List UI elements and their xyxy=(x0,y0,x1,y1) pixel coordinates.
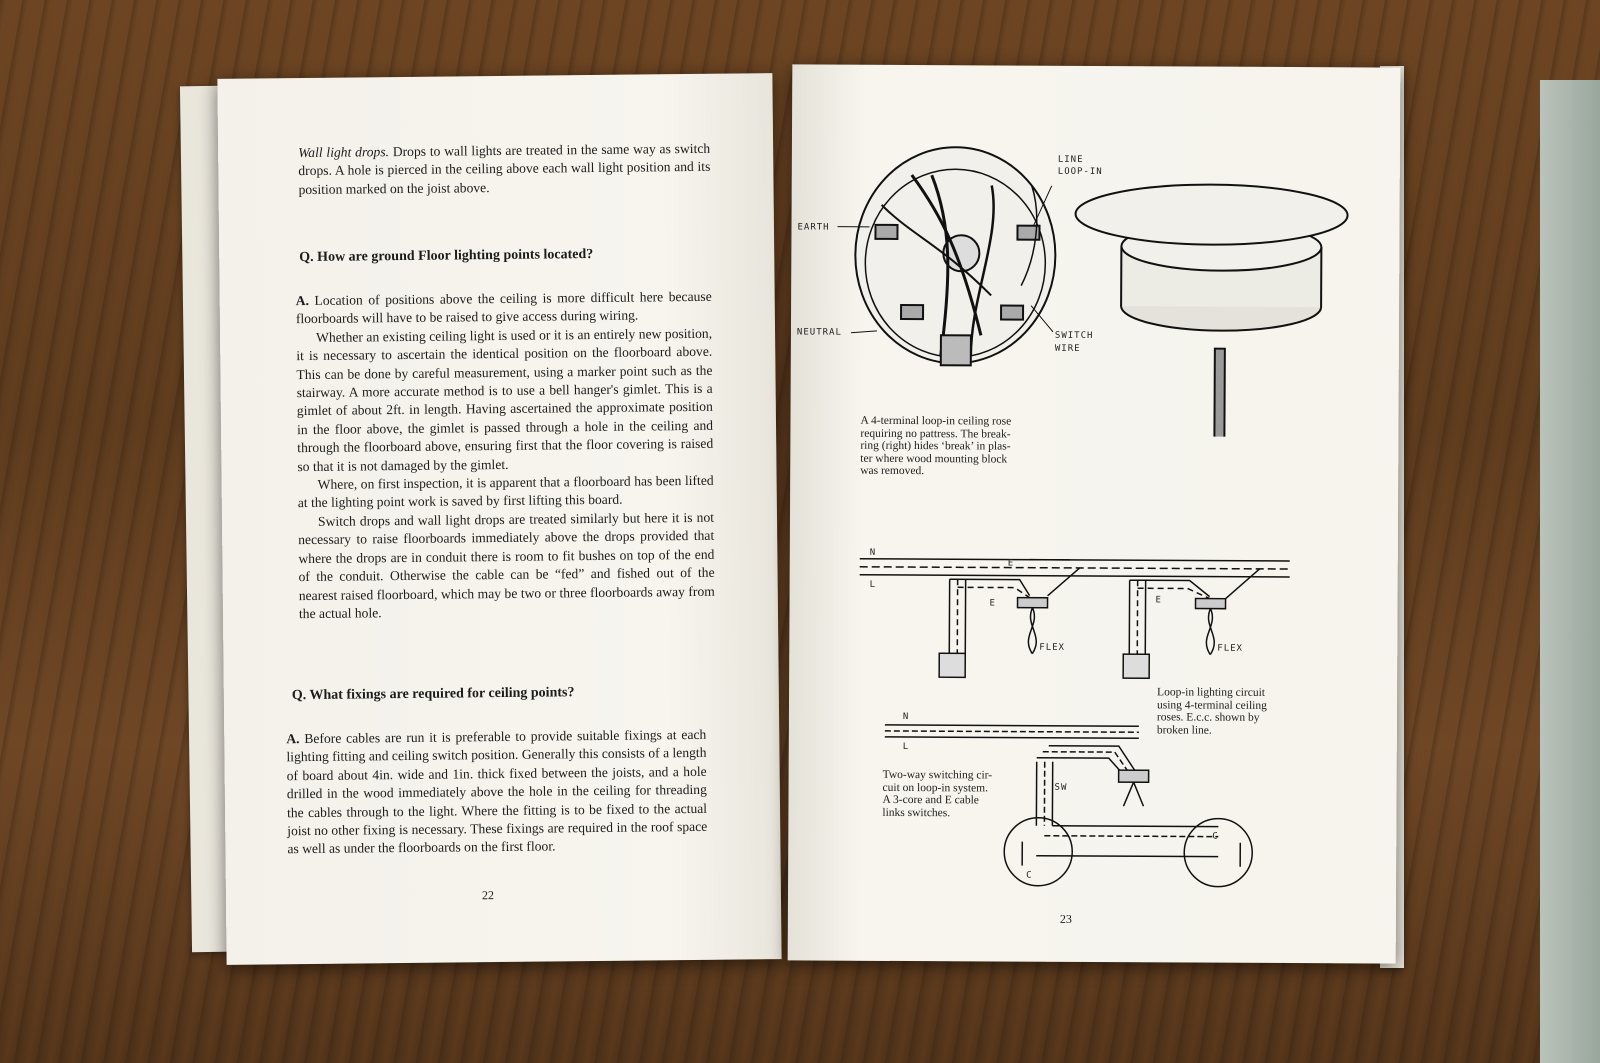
label-n: N xyxy=(869,547,877,558)
label-flex: FLEX xyxy=(1039,642,1066,653)
answer-paragraph: Where, on first inspection, it is apparent that a floorboard has been lifted at the lighting point work is saved by first lifting this board. xyxy=(297,472,714,511)
answer-fixings xyxy=(286,726,707,859)
label-n: N xyxy=(902,712,910,723)
caption-line: cuit on loop-in system. xyxy=(882,781,989,795)
caption-line: Two-way switching cir- xyxy=(882,768,993,782)
answer-paragraph: Location of positions above the ceiling is more difficult here because floorboards will have to be raised to give access during wiring. xyxy=(295,288,712,327)
label-sw: SW xyxy=(1054,782,1068,793)
two-way-switching-diagram xyxy=(788,704,1397,897)
caption-line: roses. E.c.c. shown by xyxy=(1156,711,1260,725)
green-book-edge xyxy=(1540,80,1600,1063)
question-ground-floor: Q. How are ground Floor lighting points located? xyxy=(299,247,594,266)
caption-line: requiring no pattress. The break- xyxy=(860,427,1011,441)
label-e: E xyxy=(989,598,996,609)
break-ring-illustration xyxy=(1074,184,1348,438)
caption-line: Loop-in lighting circuit xyxy=(1157,686,1266,699)
ceiling-rose-illustration xyxy=(855,147,1056,366)
caption-line: broken line. xyxy=(1156,724,1212,737)
caption-line: A 3-core and E cable xyxy=(882,794,979,807)
label-c: C xyxy=(1026,870,1033,881)
answer-ground-floor xyxy=(296,288,715,624)
label-flex: FLEX xyxy=(1217,643,1244,654)
caption-line: ter where wood mounting block xyxy=(860,452,1008,466)
label-c: C xyxy=(1212,831,1219,842)
caption-line: using 4-terminal ceiling xyxy=(1156,698,1267,712)
left-page xyxy=(217,73,781,965)
wall-light-drops-paragraph xyxy=(298,140,711,200)
caption-line: ring (right) hides ‘break’ in plas- xyxy=(860,439,1011,453)
question-fixings: Q. What fixings are required for ceiling points? xyxy=(291,685,575,704)
label-wire: WIRE xyxy=(1054,343,1081,354)
right-page xyxy=(788,64,1401,963)
label-earth: EARTH xyxy=(797,222,830,233)
ceiling-rose-diagram xyxy=(790,134,1400,437)
caption-line: was removed. xyxy=(860,465,925,478)
run-in-heading: Wall light drops. xyxy=(298,144,390,161)
label-switch: SWITCH xyxy=(1054,330,1094,341)
caption-line: A 4-terminal loop-in ceiling rose xyxy=(860,414,1012,428)
answer-lead: A. xyxy=(286,731,300,747)
loop-in-circuit-diagram xyxy=(789,544,1398,697)
label-line: LINE xyxy=(1057,154,1084,165)
label-neutral: NEUTRAL xyxy=(796,327,842,338)
label-e: E xyxy=(1007,558,1015,569)
paragraph-text: Drops to wall lights are treated in the same way as switch drops. A hole is pierced in the ceiling above each wall light position and its position marked on the joist above. xyxy=(298,140,711,197)
answer-paragraph: Before cables are run it is preferable to provide suitable fixings at each lighting fitting and ceiling switch position. Generally this consists of a length of board about 4in. wide and 1in. thick fixed between the joists, and a hole drilled in the wood immediately above the hole in the ceiling for threading the cables through to the light. Where the fitting is to be fixed to the actual joist no other fixing is necessary. These fixings are required in the roof space as well as under the floorboards on the first floor. xyxy=(286,726,708,857)
label-loop-in: LOOP-IN xyxy=(1057,166,1103,178)
answer-paragraph: Whether an existing ceiling light is used or it is an entirely new position, it is necessary to ascertain the identical position on the floorboard above. This can be done by careful measurement, using a marker point such as the stairway. A more accurate method is to use a bell hanger's gimlet. This is a gimlet of about 2ft. in length. Having ascertained the approximate position in the floor above, the gimlet is passed through a hole in the ceiling and through the floorboard above, ensuring first that the floor covering is raised so that it is not damaged by the gimlet. xyxy=(296,325,714,474)
caption-line: links switches. xyxy=(882,806,951,820)
answer-lead: A. xyxy=(295,292,309,309)
page-number: 23 xyxy=(1059,911,1072,926)
label-l: L xyxy=(902,742,910,753)
figure-caption-ceiling-rose xyxy=(860,415,1060,479)
label-l: L xyxy=(869,579,877,590)
page-number: 22 xyxy=(481,888,495,903)
answer-paragraph: Switch drops and wall light drops are treated similarly but here it is not necessary to raise floorboards immediately above the drops provided that where the drops are in conduit there is room to fit bushes on top of the end of the conduit. Otherwise the cable can be “fed” and fished out of the nearest raised floorboard, which may be two or three floorboards away from the actual hole. xyxy=(298,509,715,622)
figure-caption-two-way xyxy=(882,769,1022,820)
label-e: E xyxy=(1155,595,1162,606)
